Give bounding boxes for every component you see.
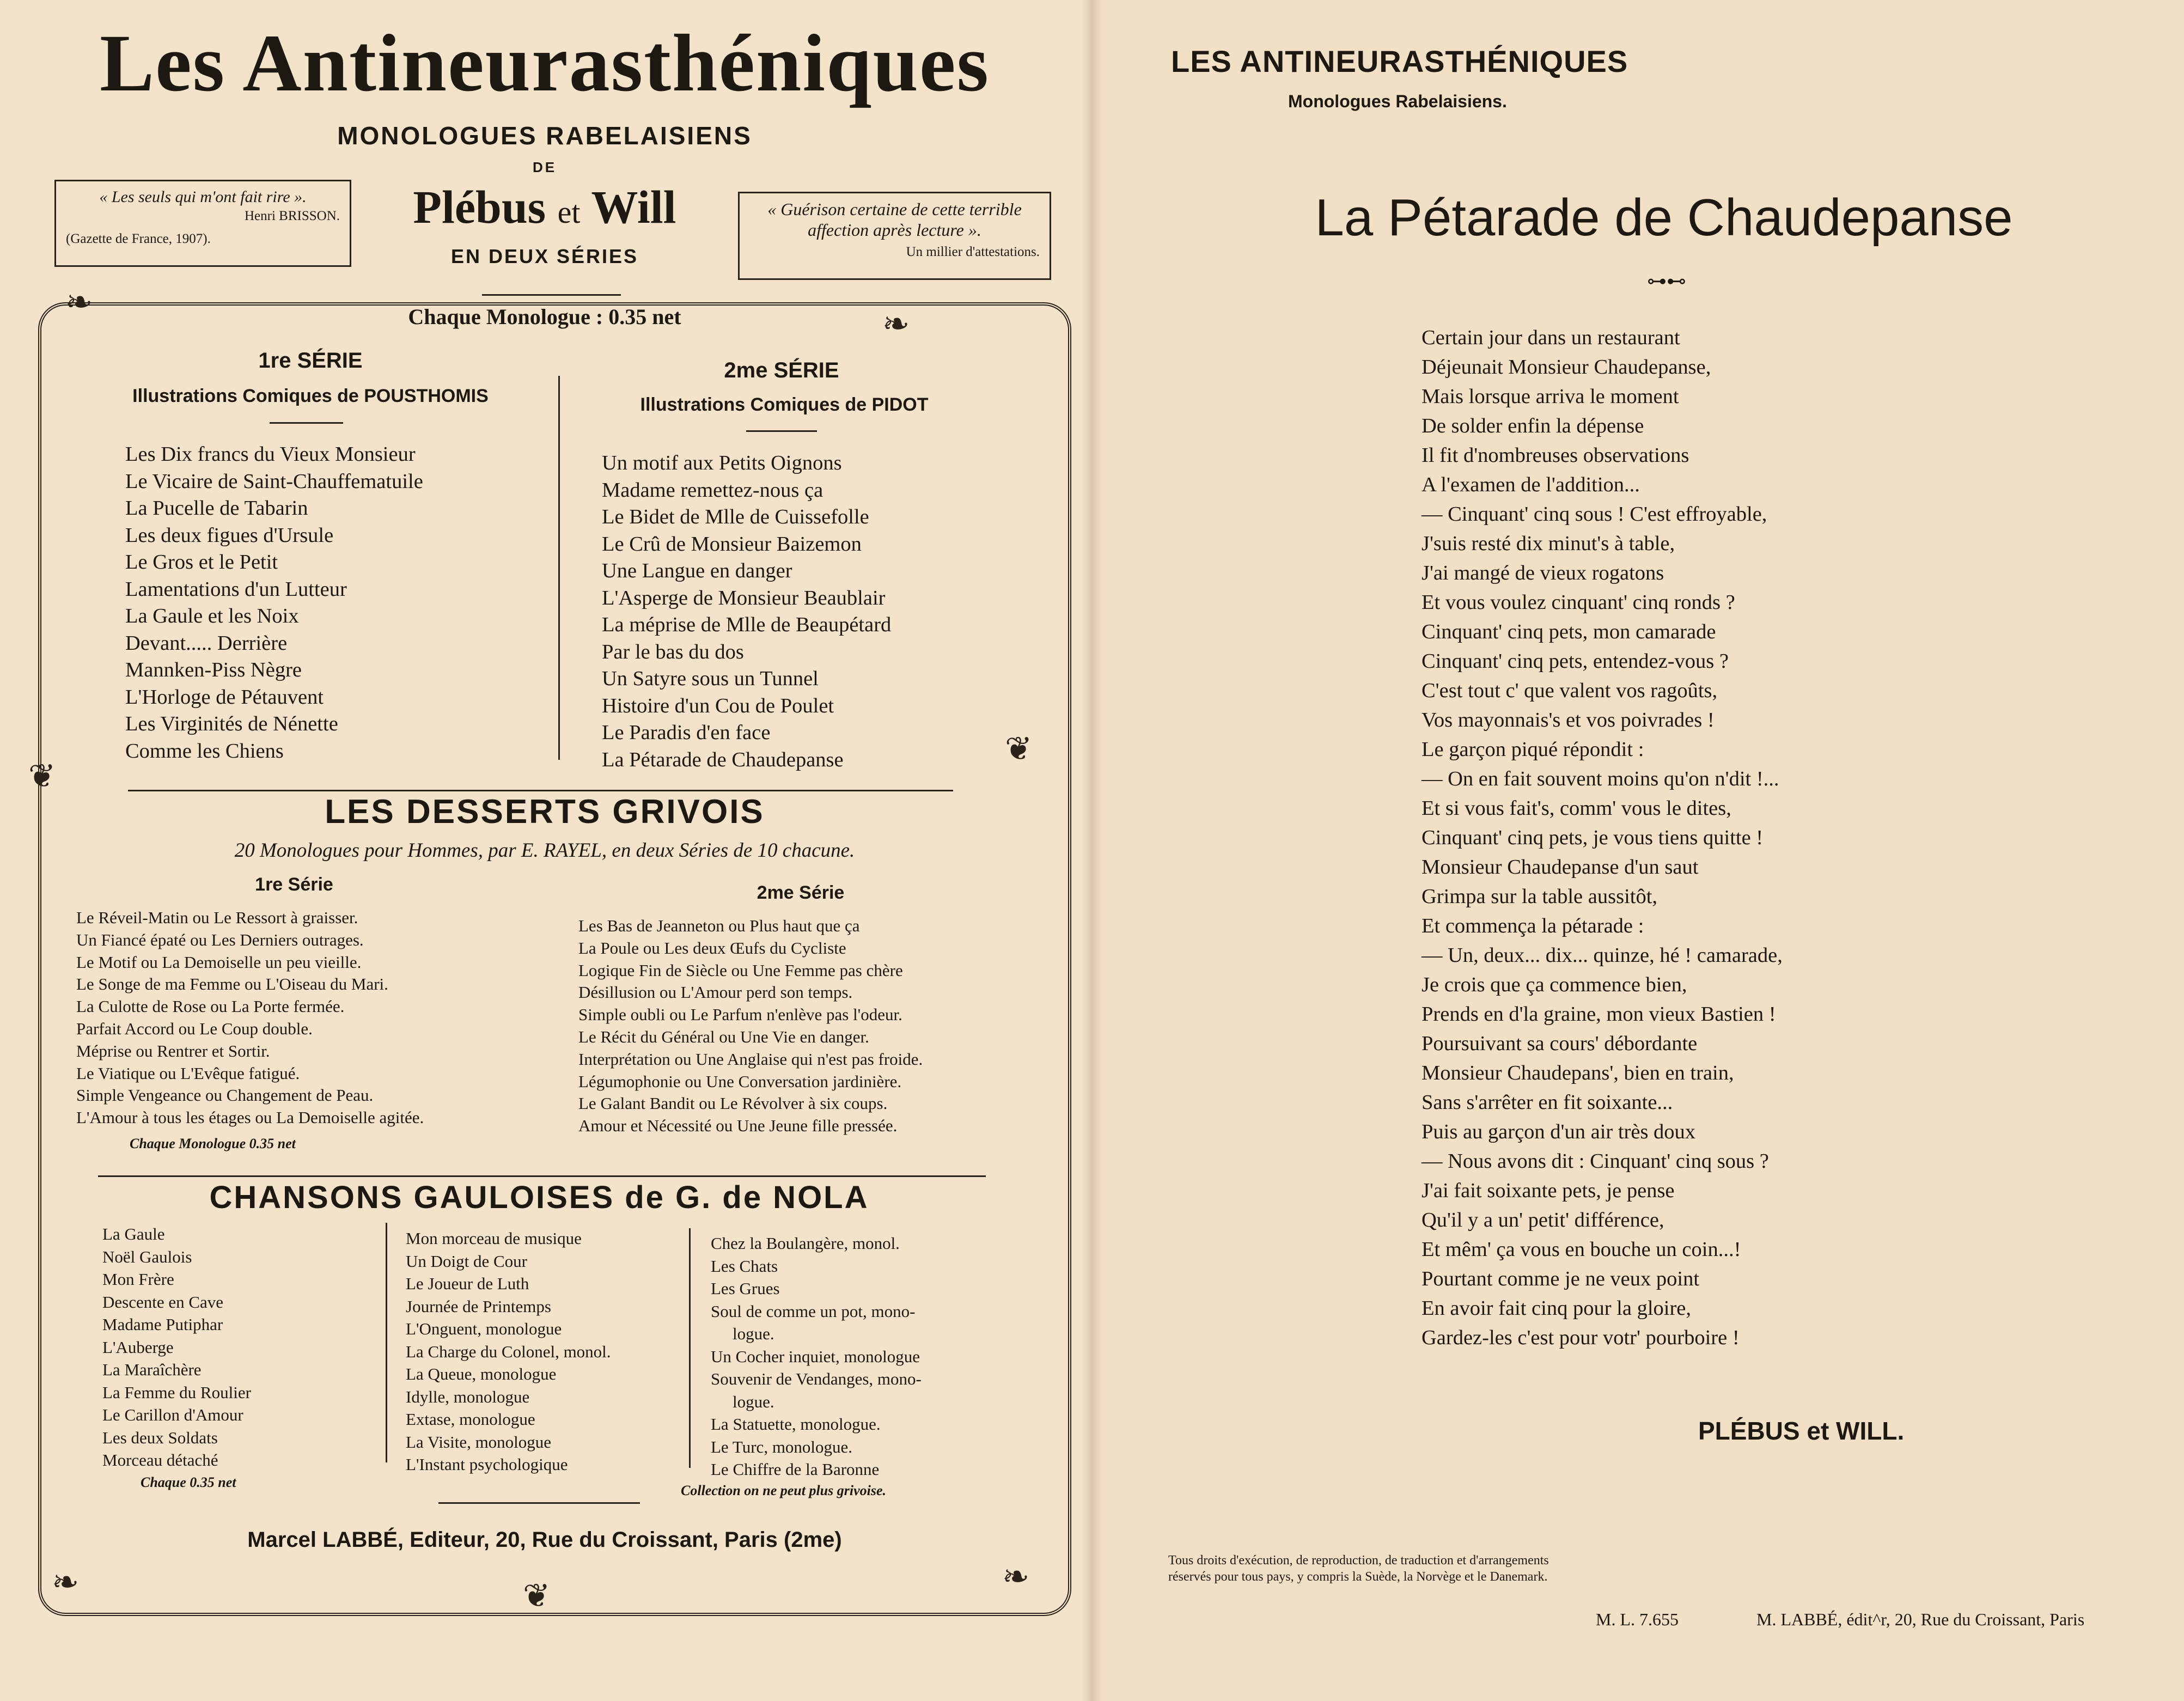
editor-line: M. LABBÉ, édit^r, 20, Rue du Croissant, Paris: [1756, 1609, 2085, 1629]
list-item: Une Langue en danger: [602, 559, 792, 582]
list-item: Soul de comme un pot, mono-: [711, 1301, 916, 1321]
chansons-col1: [102, 1223, 251, 1472]
poem-line: Cinquant' cinq pets, entendez-vous ?: [1422, 650, 1729, 673]
poem-line: Prends en d'la graine, mon vieux Bastien !: [1422, 1003, 1776, 1026]
list-item: Madame remettez-nous ça: [602, 478, 823, 502]
flourish-bottom-right-icon: ❧: [1002, 1559, 1030, 1595]
author2: Will: [591, 181, 676, 233]
list-item: Les Virginités de Nénette: [125, 712, 338, 735]
list-item: Simple Vengeance ou Changement de Peau.: [76, 1086, 374, 1105]
list-item: Mon Frère: [102, 1270, 174, 1289]
list-item: L'Horloge de Pétauvent: [125, 685, 324, 709]
poem-line: Pourtant comme je ne veux point: [1422, 1267, 1700, 1290]
flourish-right-icon: ❦: [1005, 731, 1033, 767]
desserts-top-rule: [128, 790, 953, 791]
list-item: La Femme du Roulier: [102, 1382, 251, 1402]
poem-line: J'ai fait soixante pets, je pense: [1422, 1179, 1675, 1202]
chansons-col2: [406, 1227, 611, 1476]
list-item: Le Galant Bandit ou Le Révolver à six coups.: [578, 1094, 888, 1113]
list-item: logue.: [733, 1392, 774, 1411]
by-label: DE: [532, 159, 557, 175]
series1-illustrator: Illustrations Comiques de POUSTHOMIS: [132, 386, 489, 406]
list-item: Les Bas de Jeanneton ou Plus haut que ça: [578, 916, 860, 935]
list-item: Descente en Cave: [102, 1292, 224, 1312]
list-item: Un Doigt de Cour: [406, 1251, 528, 1271]
series2-illustrator: Illustrations Comiques de PIDOT: [640, 394, 929, 415]
list-item: Par le bas du dos: [602, 640, 744, 663]
author1: Plébus: [413, 181, 546, 233]
list-item: Le Paradis d'en face: [602, 721, 771, 744]
series1-list: [125, 441, 423, 765]
poem-line: Et mêm' ça vous en bouche un coin...!: [1422, 1238, 1741, 1261]
list-item: Journée de Printemps: [406, 1296, 551, 1316]
poem-line: Sans s'arrêter en fit soixante...: [1422, 1091, 1673, 1114]
list-item: Comme les Chiens: [125, 739, 284, 763]
desserts-heading: LES DESSERTS GRIVOIS: [325, 793, 765, 831]
list-item: La Pucelle de Tabarin: [125, 497, 308, 520]
list-item: Devant..... Derrière: [125, 631, 288, 655]
publisher-rule: [438, 1502, 640, 1504]
list-item: La Charge du Colonel, monol.: [406, 1342, 611, 1361]
chansons-col3: [711, 1232, 922, 1481]
poem-line: Et si vous fait's, comm' vous le dites,: [1422, 797, 1731, 820]
list-item: Le Crû de Monsieur Baizemon: [602, 532, 862, 556]
list-item: Mon morceau de musique: [406, 1229, 582, 1248]
list-item: Désillusion ou L'Amour perd son temps.: [578, 983, 853, 1002]
list-item: Mannken-Piss Nègre: [125, 659, 302, 681]
desserts-price: Chaque Monologue 0.35 net: [130, 1136, 296, 1151]
list-item: Le Viatique ou L'Evêque fatigué.: [76, 1063, 300, 1083]
list-item: Le Carillon d'Amour: [102, 1405, 243, 1424]
series-count: EN DEUX SÉRIES: [450, 245, 639, 267]
poem-line: — Nous avons dit : Cinquant' cinq sous ?: [1422, 1150, 1769, 1173]
quote-left-author: Henri BRISSON.: [244, 209, 340, 223]
series1-heading: 1re SÉRIE: [258, 349, 363, 373]
list-item: La Poule ou Les deux Œufs du Cycliste: [578, 938, 846, 958]
poem-line: Cinquant' cinq pets, mon camarade: [1422, 620, 1716, 643]
poem-line: J'suis resté dix minut's à table,: [1422, 532, 1675, 555]
catalog-subtitle: MONOLOGUES RABELAISIENS: [337, 121, 752, 150]
list-item: Morceau détaché: [102, 1450, 218, 1470]
running-header: LES ANTINEURASTHÉNIQUES: [1171, 44, 1628, 78]
poem-line: En avoir fait cinq pour la gloire,: [1422, 1297, 1691, 1320]
poem-line: — Cinquant' cinq sous ! C'est effroyable,: [1422, 503, 1767, 526]
monologue-title: La Pétarade de Chaudepanse: [1315, 188, 2013, 247]
running-subheader: Monologues Rabelaisiens.: [1288, 92, 1507, 111]
list-item: Idylle, monologue: [406, 1387, 530, 1406]
desserts-series1-list: [76, 907, 424, 1129]
quote-right-note: Un millier d'attestations.: [906, 245, 1040, 259]
list-item: Le Joueur de Luth: [406, 1274, 529, 1293]
list-item: Le Songe de ma Femme ou L'Oiseau du Mari.: [76, 974, 388, 994]
list-item: L'Auberge: [102, 1337, 174, 1357]
list-item: Lamentations d'un Lutteur: [125, 577, 347, 601]
list-item: Un Fiancé épaté ou Les Derniers outrages.: [76, 930, 364, 949]
list-item: La Gaule: [102, 1224, 165, 1243]
poem-line: Et vous voulez cinquant' cinq ronds ?: [1422, 591, 1735, 614]
list-item: La Culotte de Rose ou La Porte fermée.: [76, 997, 345, 1016]
list-item: La Gaule et les Noix: [125, 605, 299, 627]
list-item: Amour et Nécessité ou Une Jeune fille pressée.: [578, 1116, 898, 1136]
list-item: Les deux figues d'Ursule: [125, 523, 334, 547]
series1-rule: [270, 422, 343, 424]
series2-list: [602, 450, 891, 773]
flourish-bottom-center-icon: ❦: [523, 1578, 551, 1614]
list-item: Le Bidet de Mlle de Cuissefolle: [602, 505, 869, 528]
list-item: Un Cocher inquiet, monologue: [711, 1346, 920, 1366]
list-item: Les Dix francs du Vieux Monsieur: [125, 443, 416, 466]
list-item: L'Amour à tous les étages ou La Demoiselle agitée.: [76, 1108, 424, 1127]
poem: [1422, 323, 1783, 1352]
list-item: Le Chiffre de la Baronne: [711, 1460, 880, 1479]
signature: PLÉBUS et WILL.: [1698, 1417, 1905, 1445]
chansons-heading: CHANSONS GAULOISES de G. de NOLA: [209, 1180, 869, 1215]
price-note: Chaque Monologue : 0.35 net: [408, 304, 681, 329]
list-item: L'Onguent, monologue: [406, 1319, 562, 1338]
list-item: Un Satyre sous un Tunnel: [602, 667, 819, 690]
list-item: Histoire d'un Cou de Poulet: [602, 694, 834, 717]
chansons-divider-2: [689, 1228, 691, 1468]
list-item: Méprise ou Rentrer et Sortir.: [76, 1041, 270, 1060]
poem-line: Certain jour dans un restaurant: [1422, 326, 1680, 349]
list-item: La Maraîchère: [102, 1360, 202, 1379]
flourish-top-right-icon: ❧: [882, 306, 910, 342]
list-item: Parfait Accord ou Le Coup double.: [76, 1019, 313, 1038]
list-item: Légumophonie ou Une Conversation jardinière.: [578, 1071, 902, 1091]
series2-rule: [746, 430, 817, 432]
list-item: Les Grues: [711, 1279, 780, 1298]
list-item: L'Instant psychologique: [406, 1455, 568, 1474]
desserts-series2-heading: 2me Série: [757, 882, 845, 903]
list-item: La Visite, monologue: [406, 1432, 552, 1452]
poem-line: Il fit d'nombreuses observations: [1422, 444, 1689, 467]
poem-line: Cinquant' cinq pets, je vous tiens quitte !: [1422, 826, 1764, 849]
list-item: La Queue, monologue: [406, 1364, 557, 1383]
price-rule: [482, 294, 621, 296]
quote-box-left: [54, 180, 351, 267]
flourish-bottom-left-icon: ❧: [52, 1564, 80, 1600]
chansons-price: Chaque 0.35 net: [141, 1474, 236, 1490]
list-item: L'Asperge de Monsieur Beaublair: [602, 586, 886, 609]
publisher-line: Marcel LABBÉ, Editeur, 20, Rue du Croissant, Paris (2me): [247, 1528, 842, 1552]
list-item: Les Chats: [711, 1256, 778, 1276]
flourish-top-left-icon: ❧: [65, 284, 93, 320]
list-item: La Pétarade de Chaudepanse: [602, 748, 844, 771]
title-ornament: ⊶⊷: [1647, 270, 1686, 292]
list-item: Madame Putiphar: [102, 1315, 223, 1334]
collection-note: Collection on ne peut plus grivoise.: [681, 1483, 887, 1498]
catalog-title: Les Antineurasthéniques: [100, 18, 990, 108]
list-item: Simple oubli ou Le Parfum n'enlève pas l'odeur.: [578, 1005, 902, 1025]
list-item: Extase, monologue: [406, 1410, 535, 1429]
flourish-left-icon: ❦: [28, 758, 56, 794]
list-item: La méprise de Mlle de Beaupétard: [602, 613, 892, 636]
list-item: Les deux Soldats: [102, 1428, 218, 1447]
poem-line: — On en fait souvent moins qu'on n'dit !...: [1422, 767, 1779, 790]
list-item: Le Récit du Général ou Une Vie en danger.: [578, 1027, 869, 1046]
desserts-series1-heading: 1re Série: [255, 874, 333, 895]
list-item: Interprétation ou Une Anglaise qui n'est pas froide.: [578, 1049, 923, 1069]
poem-line: De solder enfin la dépense: [1422, 414, 1644, 437]
poem-line: J'ai mangé de vieux rogatons: [1422, 562, 1664, 584]
poem-line: Poursuivant sa cours' débordante: [1422, 1032, 1698, 1055]
quote-left-text: « Les seuls qui m'ont fait rire ».: [99, 188, 307, 206]
poem-line: C'est tout c' que valent vos ragoûts,: [1422, 679, 1718, 702]
poem-line: Monsieur Chaudepanse d'un saut: [1422, 856, 1699, 879]
poem-line: Le garçon piqué répondit :: [1422, 738, 1644, 761]
list-item: Chez la Boulangère, monol.: [711, 1234, 900, 1253]
poem-line: Gardez-les c'est pour votr' pourboire !: [1422, 1326, 1740, 1349]
poem-line: Grimpa sur la table aussitôt,: [1422, 885, 1658, 908]
list-item: Souvenir de Vendanges, mono-: [711, 1369, 922, 1388]
desserts-description: 20 Monologues pour Hommes, par E. RAYEL, en deux Séries de 10 chacune.: [234, 839, 855, 862]
quote-box-right: [738, 192, 1051, 280]
ml-number: M. L. 7.655: [1596, 1609, 1679, 1629]
list-item: Logique Fin de Siècle ou Une Femme pas chère: [578, 960, 903, 980]
poem-line: A l'examen de l'addition...: [1422, 473, 1640, 496]
list-item: logue.: [733, 1324, 774, 1343]
quote-right-text: « Guérison certaine de cette terrible affection après lecture ».: [767, 199, 1022, 240]
author-conjunction: et: [557, 194, 581, 230]
series2-heading: 2me SÉRIE: [724, 358, 839, 382]
poem-line: Je crois que ça commence bien,: [1422, 973, 1687, 996]
poem-line: Qu'il y a un' petit' différence,: [1422, 1209, 1664, 1231]
desserts-series2-list: [578, 915, 923, 1137]
poem-line: Déjeunait Monsieur Chaudepanse,: [1422, 356, 1711, 379]
series-divider: [558, 376, 560, 760]
poem-line: Monsieur Chaudepans', bien en train,: [1422, 1062, 1734, 1084]
list-item: Le Motif ou La Demoiselle un peu vieille.: [76, 952, 362, 972]
chansons-divider-1: [386, 1223, 387, 1462]
poem-line: Vos mayonnais's et vos poivrades !: [1422, 709, 1715, 731]
poem-line: Mais lorsque arriva le moment: [1422, 385, 1679, 408]
list-item: Un motif aux Petits Oignons: [602, 452, 842, 474]
list-item: Le Réveil-Matin ou Le Ressort à graisser.: [76, 908, 358, 927]
list-item: Noël Gaulois: [102, 1247, 192, 1266]
rights-notice: Tous droits d'exécution, de reproduction, de traduction et d'arrangements réservés pour tous pays, y compris la Suède, la Norvège et le Danemark.: [1168, 1553, 1549, 1584]
list-item: Le Gros et le Petit: [125, 551, 278, 574]
list-item: La Statuette, monologue.: [711, 1415, 881, 1434]
poem-line: — Un, deux... dix... quinze, hé ! camarade,: [1422, 944, 1783, 967]
quote-left-source: (Gazette de France, 1907).: [66, 231, 211, 246]
chansons-top-rule: [98, 1175, 986, 1177]
list-item: Le Vicaire de Saint-Chauffematuile: [125, 470, 423, 493]
list-item: Le Turc, monologue.: [711, 1437, 853, 1456]
poem-line: Puis au garçon d'un air très doux: [1422, 1120, 1696, 1143]
poem-line: Et commença la pétarade :: [1422, 914, 1644, 937]
